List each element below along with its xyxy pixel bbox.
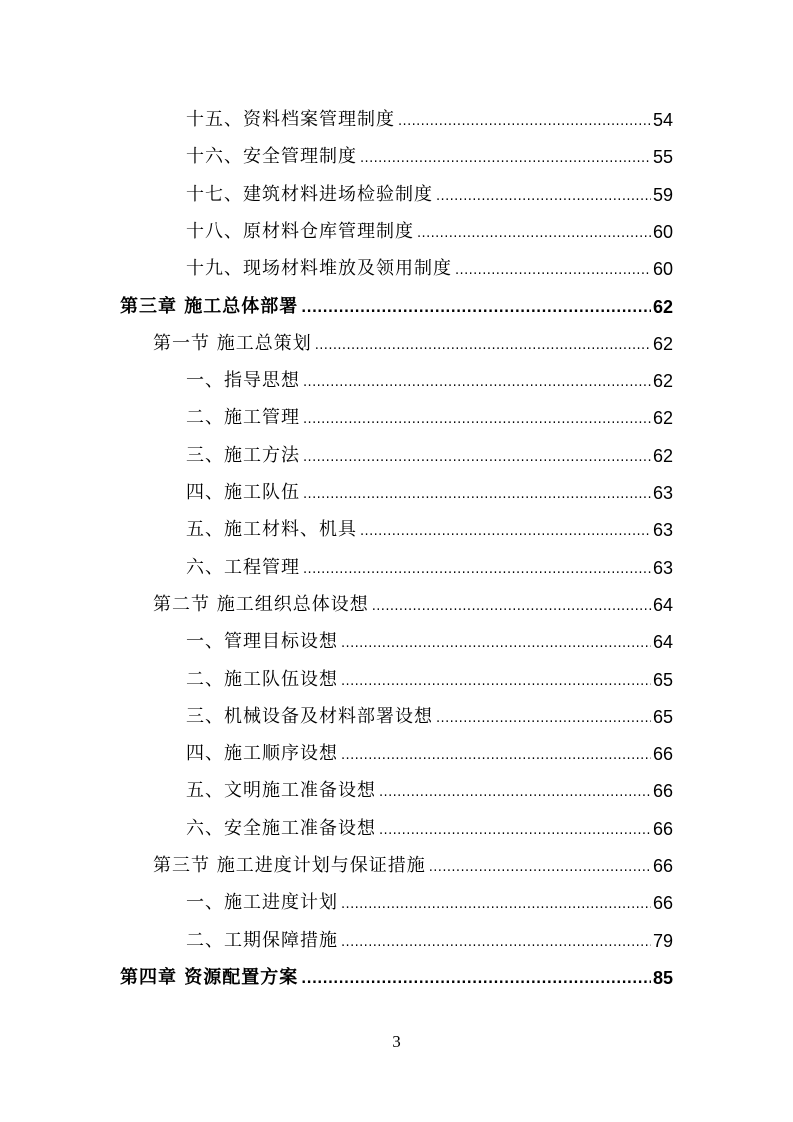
toc-entry-page-number: 66 xyxy=(652,819,673,839)
toc-dot-leader xyxy=(341,896,651,914)
toc-entry-page-number: 62 xyxy=(652,371,673,391)
toc-item-entry[interactable] xyxy=(186,138,673,168)
toc-item-entry[interactable] xyxy=(186,922,673,952)
toc-item-entry[interactable] xyxy=(186,101,673,131)
toc-item-entry[interactable] xyxy=(186,772,673,802)
toc-entry-page-number: 66 xyxy=(652,856,673,876)
toc-entry-label: 三、施工方法 xyxy=(186,445,300,466)
toc-entry-label: 四、施工队伍 xyxy=(186,482,300,503)
toc-item-entry[interactable] xyxy=(186,213,673,243)
toc-dot-leader xyxy=(429,859,651,877)
toc-entry-label: 第二节 施工组织总体设想 xyxy=(153,594,369,615)
toc-entry-label: 十七、建筑材料进场检验制度 xyxy=(186,184,433,205)
toc-entry-label: 第四章 资源配置方案 xyxy=(120,967,299,988)
toc-entry-page-number: 64 xyxy=(652,595,673,615)
toc-dot-leader xyxy=(398,113,651,131)
toc-entry-label: 五、施工材料、机具 xyxy=(186,519,357,540)
toc-entry-label: 十八、原材料仓库管理制度 xyxy=(186,221,414,242)
toc-dot-leader xyxy=(341,934,651,952)
toc-entry-label: 五、文明施工准备设想 xyxy=(186,780,376,801)
toc-dot-leader xyxy=(303,486,651,504)
toc-entry-page-number: 62 xyxy=(652,408,673,428)
toc-dot-leader xyxy=(303,561,651,579)
toc-entry-page-number: 59 xyxy=(652,185,673,205)
toc-entry-page-number: 63 xyxy=(652,483,673,503)
toc-item-entry[interactable] xyxy=(186,623,673,653)
toc-entry-label: 六、工程管理 xyxy=(186,557,300,578)
toc-item-entry[interactable] xyxy=(186,176,673,206)
toc-chapter-entry[interactable] xyxy=(120,288,673,318)
toc-entry-label: 一、施工进度计划 xyxy=(186,892,338,913)
toc-dot-leader xyxy=(372,598,651,616)
toc-dot-leader xyxy=(436,710,651,728)
toc-entry-page-number: 63 xyxy=(652,520,673,540)
toc-entry-page-number: 63 xyxy=(652,558,673,578)
toc-entry-label: 十六、安全管理制度 xyxy=(186,146,357,167)
toc-item-entry[interactable] xyxy=(186,549,673,579)
toc-entry-label: 六、安全施工准备设想 xyxy=(186,818,376,839)
toc-section-entry[interactable] xyxy=(153,847,673,877)
toc-entry-page-number: 55 xyxy=(652,147,673,167)
toc-dot-leader xyxy=(303,449,651,467)
toc-item-entry[interactable] xyxy=(186,250,673,280)
toc-dot-leader xyxy=(303,374,651,392)
toc-entry-label: 十五、资料档案管理制度 xyxy=(186,109,395,130)
toc-item-entry[interactable] xyxy=(186,399,673,429)
toc-dot-leader xyxy=(301,971,651,989)
toc-entry-page-number: 66 xyxy=(652,781,673,801)
toc-entry-page-number: 64 xyxy=(652,632,673,652)
toc-item-entry[interactable] xyxy=(186,735,673,765)
toc-dot-leader xyxy=(417,225,651,243)
toc-entry-label: 一、指导思想 xyxy=(186,370,300,391)
toc-entry-label: 第三章 施工总体部署 xyxy=(120,296,299,317)
toc-entry-page-number: 65 xyxy=(652,707,673,727)
toc-entry-label: 一、管理目标设想 xyxy=(186,631,338,652)
toc-entry-page-number: 62 xyxy=(652,297,673,317)
toc-item-entry[interactable] xyxy=(186,511,673,541)
toc-dot-leader xyxy=(360,523,651,541)
toc-entry-label: 二、工期保障措施 xyxy=(186,930,338,951)
toc-dot-leader xyxy=(436,188,651,206)
toc-entry-page-number: 65 xyxy=(652,670,673,690)
toc-entry-page-number: 79 xyxy=(652,931,673,951)
toc-item-entry[interactable] xyxy=(186,474,673,504)
toc-dot-leader xyxy=(379,784,651,802)
toc-entry-label: 第一节 施工总策划 xyxy=(153,333,312,354)
toc-entry-label: 二、施工管理 xyxy=(186,407,300,428)
toc-dot-leader xyxy=(341,747,651,765)
toc-entry-page-number: 54 xyxy=(652,110,673,130)
toc-dot-leader xyxy=(301,300,651,318)
toc-dot-leader xyxy=(360,150,651,168)
toc-entry-label: 三、机械设备及材料部署设想 xyxy=(186,706,433,727)
toc-item-entry[interactable] xyxy=(186,661,673,691)
toc-section-entry[interactable] xyxy=(153,586,673,616)
toc-entry-label: 四、施工顺序设想 xyxy=(186,743,338,764)
toc-entry-label: 第三节 施工进度计划与保证措施 xyxy=(153,855,426,876)
toc-item-entry[interactable] xyxy=(186,698,673,728)
toc-entry-page-number: 85 xyxy=(652,968,673,988)
toc-dot-leader xyxy=(341,673,651,691)
toc-dot-leader xyxy=(341,635,651,653)
toc-item-entry[interactable] xyxy=(186,437,673,467)
page-number: 3 xyxy=(392,1032,401,1051)
toc-entry-page-number: 66 xyxy=(652,893,673,913)
toc-dot-leader xyxy=(455,262,651,280)
toc-dot-leader xyxy=(379,822,651,840)
toc-dot-leader xyxy=(303,411,651,429)
toc-chapter-entry[interactable] xyxy=(120,959,673,989)
toc-entry-page-number: 60 xyxy=(652,259,673,279)
toc-entry-label: 二、施工队伍设想 xyxy=(186,669,338,690)
toc-item-entry[interactable] xyxy=(186,810,673,840)
toc-dot-leader xyxy=(315,337,651,355)
toc-entry-page-number: 66 xyxy=(652,744,673,764)
toc-entry-label: 十九、现场材料堆放及领用制度 xyxy=(186,258,452,279)
toc-entry-page-number: 60 xyxy=(652,222,673,242)
toc-entry-page-number: 62 xyxy=(652,446,673,466)
toc-item-entry[interactable] xyxy=(186,884,673,914)
toc-item-entry[interactable] xyxy=(186,362,673,392)
toc-entry-page-number: 62 xyxy=(652,334,673,354)
toc-section-entry[interactable] xyxy=(153,325,673,355)
